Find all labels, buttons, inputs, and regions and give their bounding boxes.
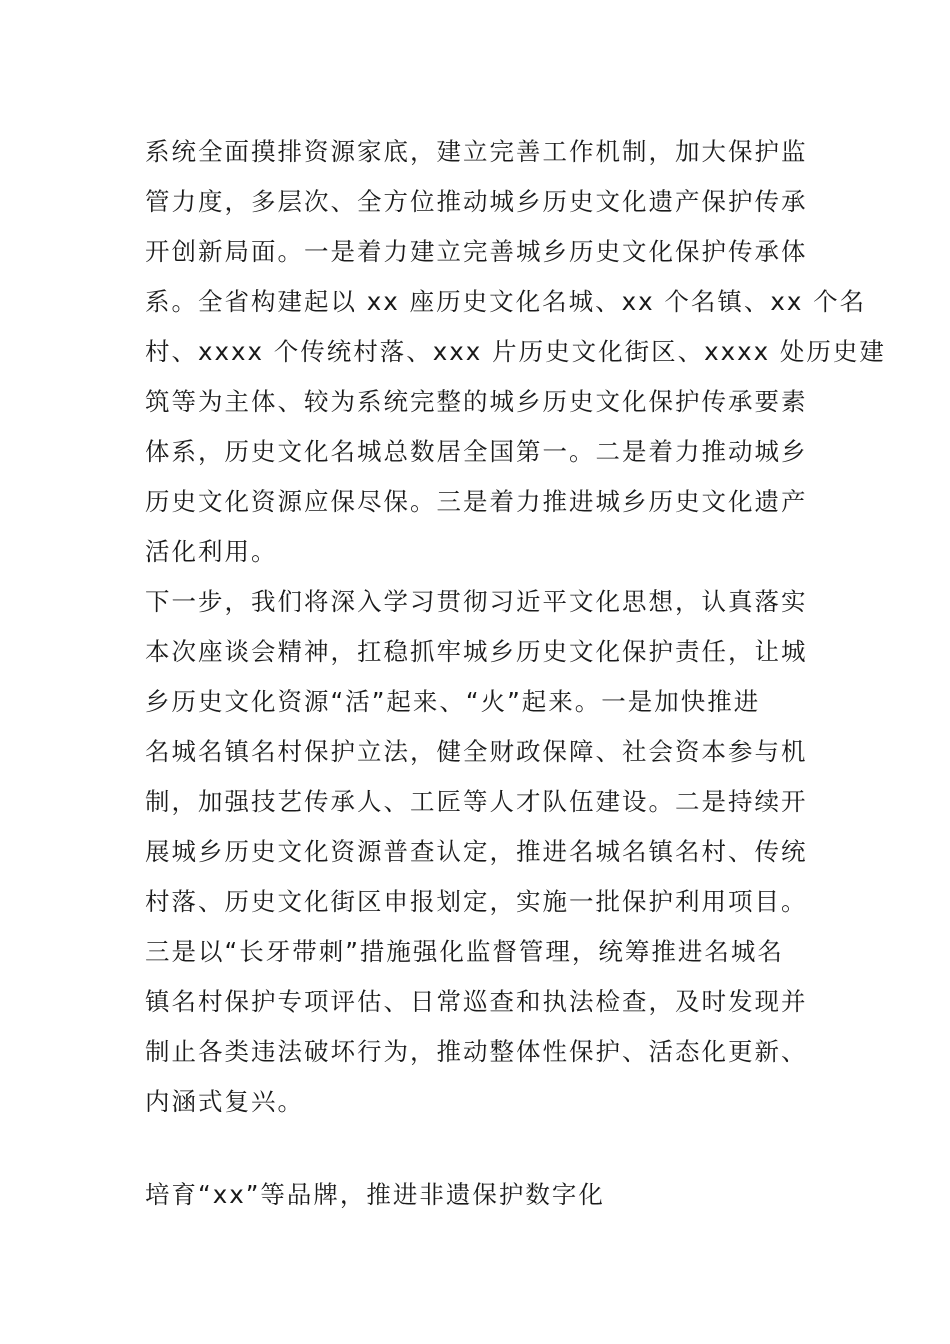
section-heading: 培育“xx”等品牌，推进非遗保护数字化 [145, 1180, 605, 1209]
paragraph-1-line-6: 筑等为主体、较为系统完整的城乡历史文化保护传承要素 [145, 387, 808, 416]
paragraph-1-line-8: 历史文化资源应保尽保。三是着力推进城乡历史文化遗产 [145, 487, 808, 516]
paragraph-2-line-2: 本次座谈会精神，扛稳抓牢城乡历史文化保护责任，让城 [145, 637, 808, 666]
paragraph-1-line-1: 系统全面摸排资源家底，建立完善工作机制，加大保护监 [145, 137, 808, 166]
paragraph-1-line-9: 活化利用。 [145, 537, 278, 566]
paragraph-2-line-8: 三是以“长牙带刺”措施强化监督管理，统筹推进名城名 [145, 937, 784, 966]
paragraph-2-line-10: 制止各类违法破坏行为，推动整体性保护、活态化更新、 [145, 1037, 808, 1066]
paragraph-2-line-7: 村落、历史文化街区申报划定，实施一批保护利用项目。 [145, 887, 808, 916]
paragraph-2-line-4: 名城名镇名村保护立法，健全财政保障、社会资本参与机 [145, 737, 808, 766]
paragraph-1-line-2: 管力度，多层次、全方位推动城乡历史文化遗产保护传承 [145, 187, 808, 216]
paragraph-2-line-6: 展城乡历史文化资源普查认定，推进名城名镇名村、传统 [145, 837, 808, 866]
paragraph-1-line-5: 村、xxxx 个传统村落、xxx 片历史文化街区、xxxx 处历史建 [145, 337, 886, 366]
paragraph-2-line-9: 镇名村保护专项评估、日常巡查和执法检查，及时发现并 [145, 987, 808, 1016]
paragraph-2-line-5: 制，加强技艺传承人、工匠等人才队伍建设。二是持续开 [145, 787, 808, 816]
paragraph-1-line-4: 系。全省构建起以 xx 座历史文化名城、xx 个名镇、xx 个名 [145, 287, 867, 316]
paragraph-2-line-11: 内涵式复兴。 [145, 1087, 304, 1116]
paragraph-1-line-7: 体系，历史文化名城总数居全国第一。二是着力推动城乡 [145, 437, 808, 466]
paragraph-2-line-3: 乡历史文化资源“活”起来、“火”起来。一是加快推进 [145, 687, 761, 716]
paragraph-1-line-3: 开创新局面。一是着力建立完善城乡历史文化保护传承体 [145, 237, 808, 266]
paragraph-2-line-1: 下一步，我们将深入学习贯彻习近平文化思想，认真落实 [145, 587, 808, 616]
